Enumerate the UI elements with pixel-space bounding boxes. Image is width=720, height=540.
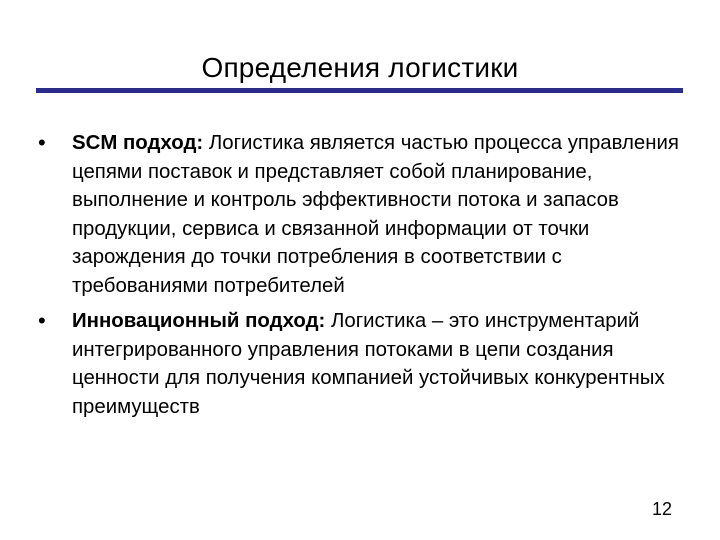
bullet-item-scm: [38, 129, 688, 300]
page-number: 12: [651, 499, 672, 519]
bullet-term: Инновационный подход:: [72, 310, 326, 332]
bullet-term: SCM подход:: [72, 132, 204, 154]
bullet-icon: •: [38, 130, 46, 155]
title-underline: [36, 88, 683, 93]
bullet-icon: •: [38, 308, 46, 333]
bullet-text: Логистика – это инструментарий интегрированного управления потоками в цепи создания ценности для получения компанией устойчивых конкурентных преимуществ: [72, 310, 665, 418]
bullet-text: Логистика является частью процесса управления цепями поставок и представляет собой планирование, выполнение и контроль эффективности потока и запасов продукции, сервиса и связанной информации от точки зарождения до точки потребления в соответствии с требованиями потребителей: [72, 132, 679, 297]
bullet-list: [38, 129, 688, 428]
slide-title: Определения логистики: [201, 52, 519, 83]
bullet-item-innovation: [38, 307, 688, 421]
